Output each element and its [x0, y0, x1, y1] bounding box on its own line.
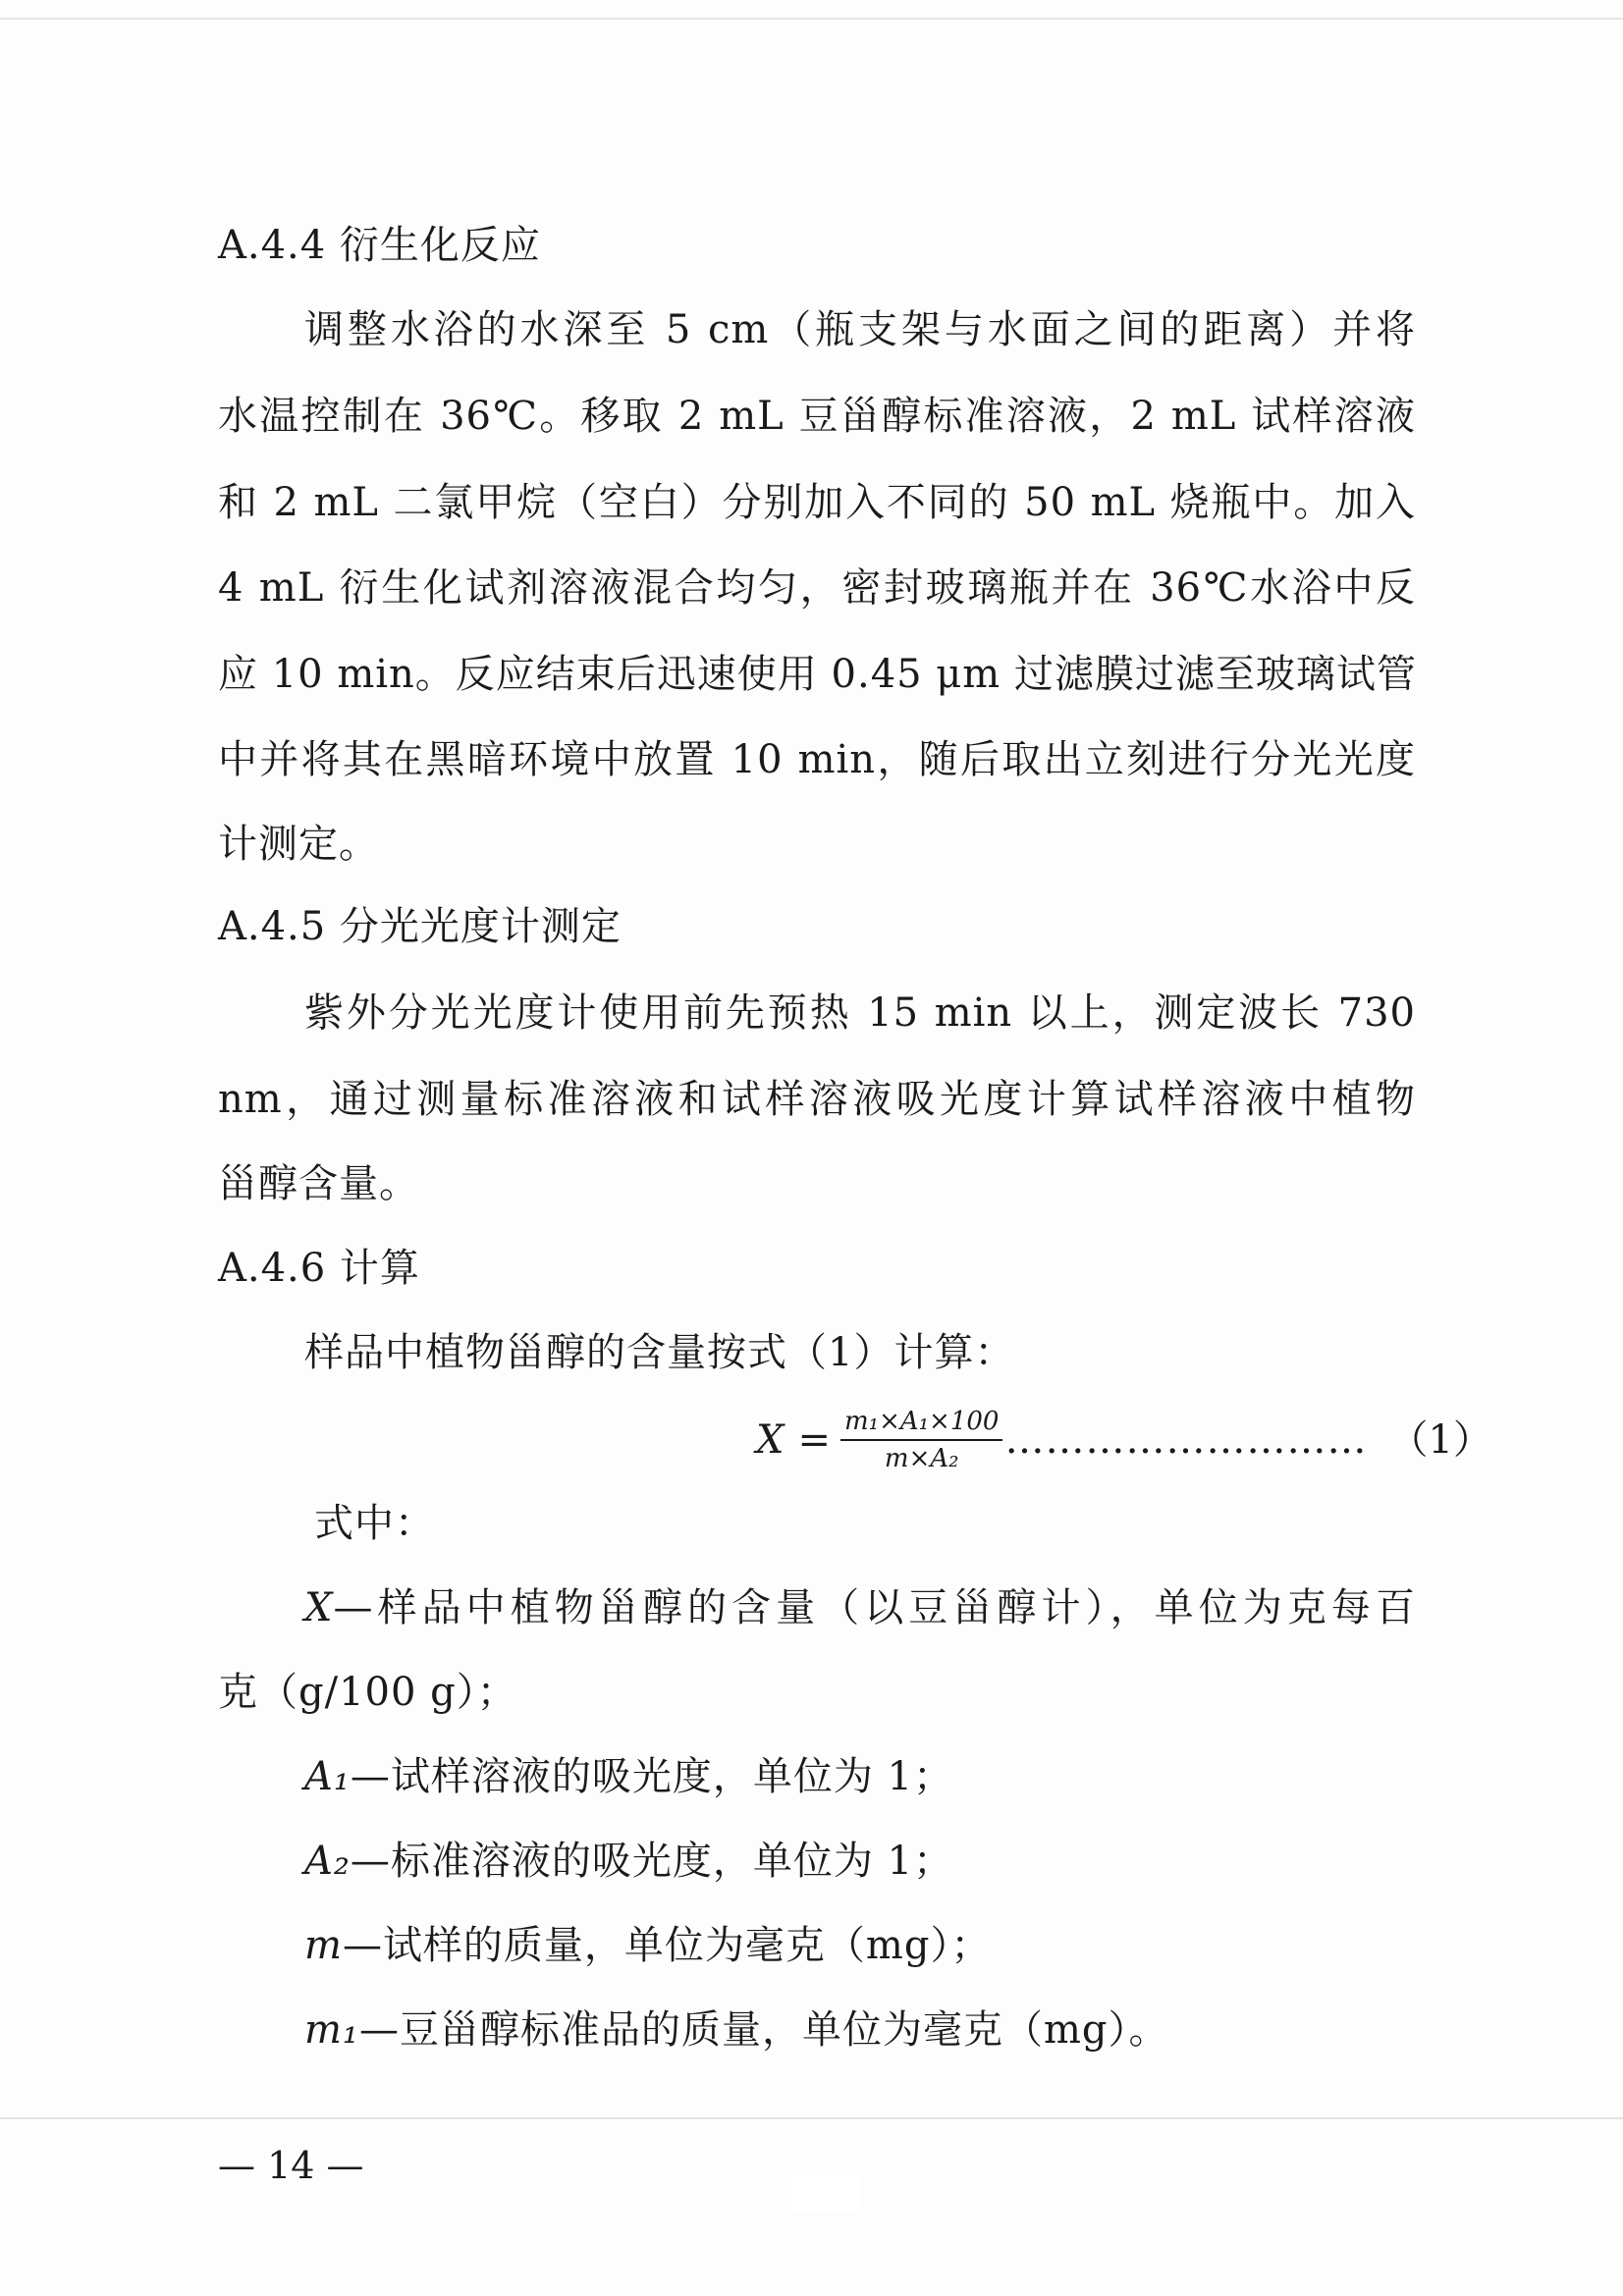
definition-line: [304, 1582, 1416, 1633]
paragraph-line: 调整水浴的水深至 5 cm（瓶支架与水面之间的距离）并将: [304, 307, 1416, 352]
paragraph-line: 应 10 min。反应结束后迅速使用 0.45 μm 过滤膜过滤至玻璃试管: [218, 652, 1417, 697]
definition-line: [304, 1751, 953, 1802]
formula-denominator: m×A₂: [884, 1444, 959, 1473]
formula-numerator: m₁×A₁×100: [840, 1406, 1002, 1441]
heading-a45: A.4.5 分光光度计测定: [218, 904, 622, 949]
definition-line: [304, 2004, 1169, 2056]
definition-text: —样品中植物甾醇的含量（以豆甾醇计），单位为克每百: [333, 1585, 1416, 1630]
paragraph-line: 甾醇含量。: [218, 1161, 419, 1206]
definition-line: [304, 1920, 991, 1971]
paragraph-line: 计测定。: [218, 822, 379, 867]
equation-1: [756, 1406, 1492, 1474]
definition-text: 克（g/100 g）；: [218, 1670, 517, 1715]
definition-line: [304, 1836, 953, 1887]
definition-symbol: A₂: [304, 1839, 351, 1884]
paragraph-line: 4 mL 衍生化试剂溶液混合均匀，密封玻璃瓶并在 36℃水浴中反: [218, 565, 1416, 611]
heading-a44: A.4.4 衍生化反应: [218, 223, 541, 268]
scan-white-patch: [785, 2169, 862, 2211]
where-label: 式中：: [314, 1501, 435, 1546]
top-edge-line: [0, 18, 1623, 20]
paragraph-line: nm，通过测量标准溶液和试样溶液吸光度计算试样溶液中植物: [218, 1077, 1416, 1122]
heading-a46: A.4.6 计算: [218, 1246, 420, 1291]
equation-number: （1）: [1388, 1417, 1492, 1463]
definition-text: —豆甾醇标准品的质量，单位为毫克（mg）。: [358, 2007, 1169, 2053]
definition-symbol: m₁: [304, 2007, 359, 2053]
formula-fraction: [840, 1406, 1002, 1474]
definition-text: —试样的质量，单位为毫克（mg）；: [342, 1923, 992, 1968]
definition-symbol: X: [304, 1585, 334, 1630]
definition-symbol: A₁: [304, 1754, 351, 1799]
page-number: — 14 —: [218, 2144, 364, 2187]
footer-divider: [0, 2117, 1623, 2119]
definition-text: —标准溶液的吸光度，单位为 1；: [350, 1839, 954, 1884]
definition-line: [218, 1667, 517, 1718]
paragraph-line: 和 2 mL 二氯甲烷（空白）分别加入不同的 50 mL 烧瓶中。加入: [218, 480, 1416, 525]
paragraph-line: 紫外分光光度计使用前先预热 15 min 以上，测定波长 730: [304, 990, 1416, 1036]
formula-lhs: X: [756, 1417, 784, 1463]
formula-equals: =: [797, 1417, 831, 1463]
definition-symbol: m: [304, 1923, 343, 1968]
paragraph-line: 水温控制在 36℃。移取 2 mL 豆甾醇标准溶液，2 mL 试样溶液: [218, 394, 1416, 439]
definition-text: —试样溶液的吸光度，单位为 1；: [350, 1754, 954, 1799]
paragraph-line: 样品中植物甾醇的含量按式（1）计算：: [304, 1330, 1015, 1375]
formula-leader-dots: ………………………: [1004, 1417, 1368, 1463]
paragraph-line: 中并将其在黑暗环境中放置 10 min，随后取出立刻进行分光光度: [218, 737, 1416, 782]
